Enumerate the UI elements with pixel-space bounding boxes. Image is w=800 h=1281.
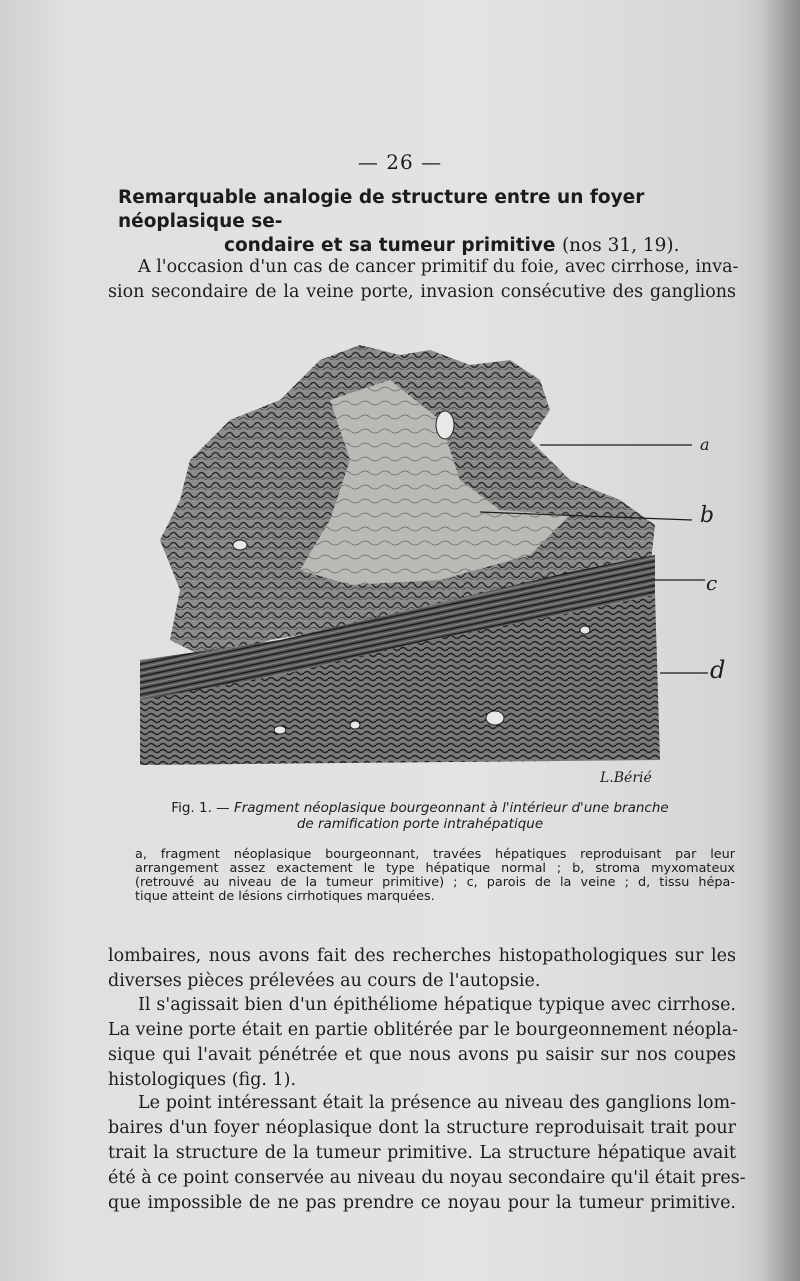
page-edge-shadow [760, 0, 800, 1281]
text-line: que impossible de ne pas prendre ce noyau pour la tumeur primitive. [108, 1193, 736, 1213]
section-title [118, 186, 728, 258]
label-c: c [706, 571, 718, 595]
histology-figure [100, 340, 740, 795]
text-line: diverses pièces prélevées au cours de l'autopsie. [108, 971, 541, 991]
section-title-reference: (nos 31, 19). [561, 235, 680, 256]
legend-line: a, fragment néoplasique bourgeonnant, travées hépatiques reproduisant par leur [135, 847, 735, 862]
text-line: sique qui l'avait pénétrée et que nous avons pu saisir sur nos coupes [108, 1045, 736, 1065]
legend-line: arrangement assez exactement le type hépatique normal ; b, stroma myxomateux [135, 861, 735, 876]
legend-line: tique atteint de lésions cirrhotiques marquées. [135, 889, 435, 904]
caption-line-2: de ramification porte intrahépatique [296, 816, 544, 832]
section-title-bold: condaire et sa tumeur primitive [224, 235, 556, 256]
vessel-lumen [233, 540, 247, 550]
text-line: sion secondaire de la veine porte, invasion consécutive des ganglions [108, 282, 736, 302]
label-b: b [700, 503, 715, 528]
intro-paragraph [108, 255, 739, 305]
text-line: trait la structure de la tumeur primitive. La structure hépatique avait [108, 1143, 736, 1163]
paragraph-lombaires [108, 944, 736, 994]
label-d: d [710, 656, 726, 684]
page-number: — 26 — [357, 150, 443, 174]
label-a: a [700, 435, 710, 454]
text-line: Le point intéressant était la présence au niveau des ganglions lom- [138, 1093, 736, 1113]
text-line: A l'occasion d'un cas de cancer primitif du foie, avec cirrhose, inva- [138, 257, 739, 277]
vessel-lumen [486, 711, 504, 725]
text-line: lombaires, nous avons fait des recherches histopathologiques sur les [108, 946, 736, 966]
vessel-lumen [580, 626, 590, 634]
legend-line: (retrouvé au niveau de la tumeur primitive) ; c, parois de la veine ; d, tissu hépa- [135, 875, 735, 890]
figure-legend [135, 848, 735, 904]
text-line: baires d'un foyer néoplasique dont la structure reproduisait trait pour [108, 1118, 736, 1138]
caption-line-1: Fragment néoplasique bourgeonnant à l'intérieur d'une branche [233, 800, 669, 816]
paragraph-point-interessant [108, 1091, 746, 1216]
illustrator-signature: L.Bérié [600, 770, 652, 786]
text-line: histologiques (fig. 1). [108, 1070, 297, 1090]
text-line: La veine porte était en partie oblitérée par le bourgeonnement néopla- [108, 1020, 738, 1040]
figure-caption [130, 800, 710, 832]
vessel-lumen [436, 411, 454, 439]
text-line: Il s'agissait bien d'un épithéliome hépatique typique avec cirrhose. [138, 995, 736, 1015]
text-line: été à ce point conservée au niveau du noyau secondaire qu'il était pres- [108, 1168, 746, 1188]
vessel-lumen [350, 721, 360, 729]
vessel-lumen [274, 726, 286, 734]
histology-illustration [100, 340, 740, 795]
caption-prefix: Fig. 1. — [171, 800, 230, 816]
paragraph-epitheliome [108, 993, 736, 1093]
section-title-line-1: Remarquable analogie de structure entre un foyer néoplasique se- [118, 187, 645, 232]
